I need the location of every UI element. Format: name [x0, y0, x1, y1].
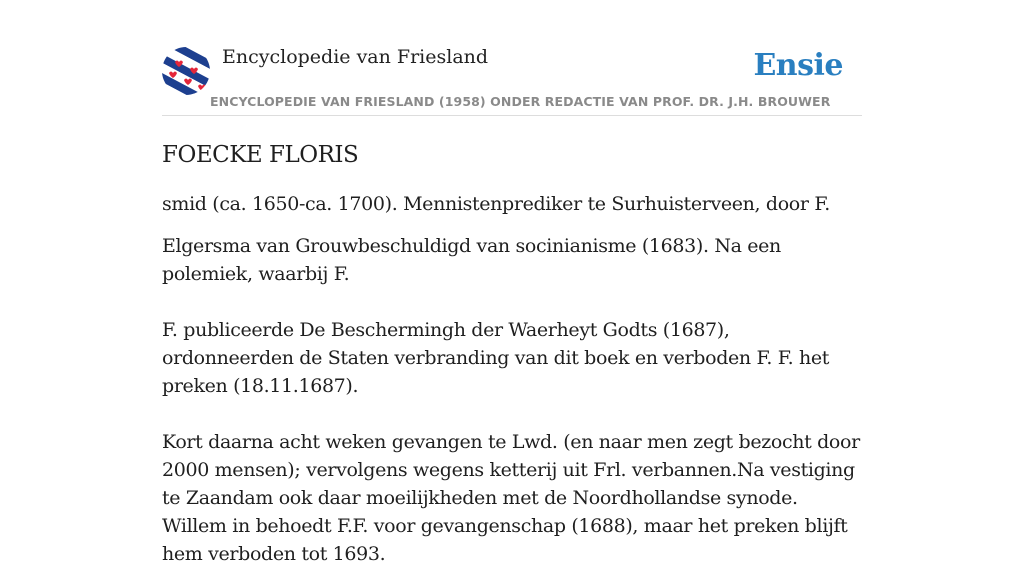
- article: [162, 140, 862, 582]
- frisian-flag-logo-icon[interactable]: [162, 47, 210, 95]
- article-paragraph: smid (ca. 1650-ca. 1700). Mennistenprediker te Surhuisterveen, door F.: [162, 193, 830, 215]
- article-paragraph: F. publiceerde De Beschermingh der Waerheyt Godts (1687), ordonneerden de Staten verbranding van dit boek en verboden F. F. het preken (18.11.1687).: [162, 319, 830, 397]
- ensie-brand-logo[interactable]: Ensie: [753, 48, 843, 83]
- site-header: [162, 44, 862, 116]
- site-title[interactable]: Encyclopedie van Friesland: [222, 46, 489, 68]
- site-subtitle: ENCYCLOPEDIE VAN FRIESLAND (1958) ONDER REDACTIE VAN PROF. DR. J.H. BROUWER: [210, 94, 831, 109]
- article-title: FOECKE FLORIS: [162, 142, 359, 168]
- article-paragraph: Kort daarna acht weken gevangen te Lwd. (en naar men zegt bezocht door 2000 mensen); vervolgens wegens ketterij uit Frl. verbannen.Na vestiging te Zaandam ook daar moeilijkheden met de Noordhollandse synode. Willem in behoedt F.F. voor gevangenschap (1688), maar het preken blijft hem verboden tot 1693.: [162, 431, 860, 565]
- article-paragraph: Elgersma van Grouwbeschuldigd van socinianisme (1683). Na een polemiek, waarbij F.: [162, 235, 781, 285]
